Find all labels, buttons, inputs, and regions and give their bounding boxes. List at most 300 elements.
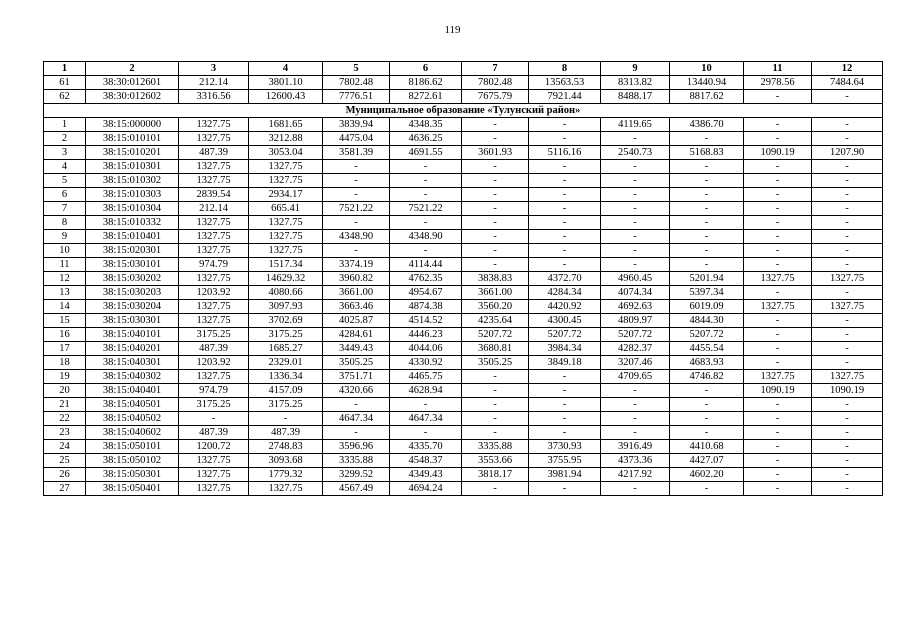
table-cell: 3175.25 [249, 398, 323, 412]
table-cell: - [529, 174, 601, 188]
table-cell: 38:15:020301 [86, 244, 179, 258]
table-cell: 4548.37 [390, 454, 462, 468]
table-cell: 12 [44, 272, 86, 286]
table-cell: - [744, 90, 812, 104]
table-cell: 2329.01 [249, 356, 323, 370]
table-cell: 1681.65 [249, 118, 323, 132]
table-cell: 3553.66 [462, 454, 529, 468]
table-cell: 3839.94 [323, 118, 390, 132]
table-cell: 3702.69 [249, 314, 323, 328]
table-cell: - [744, 356, 812, 370]
table-cell: 3960.82 [323, 272, 390, 286]
table-row [44, 440, 883, 454]
column-header: 7 [462, 62, 529, 76]
table-cell: - [744, 160, 812, 174]
table-cell: 4691.55 [390, 146, 462, 160]
table-cell: 3097.93 [249, 300, 323, 314]
table-cell: 26 [44, 468, 86, 482]
table-cell: 7802.48 [323, 76, 390, 90]
table-cell: 4446.23 [390, 328, 462, 342]
table-cell: 4300.45 [529, 314, 601, 328]
table-cell: - [812, 314, 883, 328]
table-cell: 3053.04 [249, 146, 323, 160]
table-cell: 1090.19 [812, 384, 883, 398]
table-cell: - [323, 160, 390, 174]
table-cell: 1327.75 [744, 300, 812, 314]
table-cell: - [812, 286, 883, 300]
table-cell: - [323, 216, 390, 230]
table-cell: - [323, 174, 390, 188]
table-cell: 3596.96 [323, 440, 390, 454]
table-cell: - [529, 216, 601, 230]
table-cell: 38:15:050301 [86, 468, 179, 482]
table-cell: - [744, 426, 812, 440]
table-cell: - [670, 216, 744, 230]
table-cell: 1327.75 [744, 370, 812, 384]
table-cell: - [462, 216, 529, 230]
table-cell: 1327.75 [249, 174, 323, 188]
table-cell: 1327.75 [179, 244, 249, 258]
table-cell: - [462, 370, 529, 384]
table-cell: - [323, 244, 390, 258]
table-cell: 27 [44, 482, 86, 496]
table-cell: 4514.52 [390, 314, 462, 328]
table-cell: 3212.88 [249, 132, 323, 146]
table-cell: 487.39 [179, 146, 249, 160]
table-cell: - [462, 482, 529, 496]
table-cell: - [249, 412, 323, 426]
table-cell: 38:15:040101 [86, 328, 179, 342]
table-cell: - [812, 454, 883, 468]
table-cell: - [529, 244, 601, 258]
table-row [44, 286, 883, 300]
table-cell: 4114.44 [390, 258, 462, 272]
table-cell: - [670, 412, 744, 426]
table-cell: 3449.43 [323, 342, 390, 356]
table-cell: - [744, 174, 812, 188]
table-cell: 4235.64 [462, 314, 529, 328]
table-cell: 38:15:040502 [86, 412, 179, 426]
table-cell: 2839.54 [179, 188, 249, 202]
column-header: 10 [670, 62, 744, 76]
table-cell: - [462, 384, 529, 398]
table-cell: 4373.36 [601, 454, 670, 468]
table-cell: - [462, 188, 529, 202]
table-cell: - [529, 398, 601, 412]
table-cell: - [812, 244, 883, 258]
table-cell: - [812, 174, 883, 188]
table-cell: 38:15:030204 [86, 300, 179, 314]
table-cell: 1327.75 [179, 132, 249, 146]
table-cell: 3663.46 [323, 300, 390, 314]
table-cell: - [670, 482, 744, 496]
table-cell: 1203.92 [179, 356, 249, 370]
table-cell: 4330.92 [390, 356, 462, 370]
table-cell: 4809.97 [601, 314, 670, 328]
table-cell: 4844.30 [670, 314, 744, 328]
table-cell: 7675.79 [462, 90, 529, 104]
column-header-row [44, 62, 883, 76]
table-cell: 18 [44, 356, 86, 370]
table-cell: 1327.75 [744, 272, 812, 286]
table-cell: 7521.22 [390, 202, 462, 216]
table-cell: 3207.46 [601, 356, 670, 370]
table-cell: 16 [44, 328, 86, 342]
table-cell: 487.39 [179, 426, 249, 440]
table-cell: 1327.75 [179, 482, 249, 496]
table-cell: 3175.25 [179, 398, 249, 412]
table-cell: 6019.09 [670, 300, 744, 314]
table-cell: 4410.68 [670, 440, 744, 454]
table-cell: - [529, 188, 601, 202]
table-cell: - [670, 244, 744, 258]
table-cell: - [601, 174, 670, 188]
table-cell: 4455.54 [670, 342, 744, 356]
table-cell: 8817.62 [670, 90, 744, 104]
table-cell: - [462, 202, 529, 216]
table-cell: - [744, 132, 812, 146]
table-cell: - [670, 132, 744, 146]
table-cell: - [390, 398, 462, 412]
table-cell: 1327.75 [179, 160, 249, 174]
table-cell: - [601, 188, 670, 202]
table-cell: 5201.94 [670, 272, 744, 286]
table-row [44, 174, 883, 188]
table-row [44, 454, 883, 468]
table-cell: 20 [44, 384, 86, 398]
table-cell: 3335.88 [323, 454, 390, 468]
table-row [44, 230, 883, 244]
table-cell: - [179, 412, 249, 426]
table-cell: 4044.06 [390, 342, 462, 356]
table-cell: 3560.20 [462, 300, 529, 314]
section-title: Муниципальное образование «Тулунский район» [44, 104, 883, 118]
table-cell: 38:30:012602 [86, 90, 179, 104]
table-cell: 974.79 [179, 258, 249, 272]
table-cell: 1327.75 [179, 468, 249, 482]
table-cell: 4427.07 [670, 454, 744, 468]
table-cell: 38:15:030203 [86, 286, 179, 300]
table-row [44, 216, 883, 230]
table-cell: - [812, 356, 883, 370]
table-cell: - [812, 160, 883, 174]
table-cell: - [812, 90, 883, 104]
table-cell: - [529, 132, 601, 146]
column-header: 4 [249, 62, 323, 76]
table-row [44, 300, 883, 314]
table-row [44, 118, 883, 132]
table-cell: 9 [44, 230, 86, 244]
table-cell: 4420.92 [529, 300, 601, 314]
table-cell: 38:15:040302 [86, 370, 179, 384]
column-header: 6 [390, 62, 462, 76]
table-cell: - [744, 454, 812, 468]
table-cell: 3299.52 [323, 468, 390, 482]
table-cell: 4874.38 [390, 300, 462, 314]
table-cell: 1517.34 [249, 258, 323, 272]
table-cell: - [812, 328, 883, 342]
table-cell: - [744, 440, 812, 454]
table-cell: 3335.88 [462, 440, 529, 454]
table-row [44, 468, 883, 482]
table-cell: 1327.75 [179, 174, 249, 188]
table-cell: - [462, 412, 529, 426]
table-cell: 3984.34 [529, 342, 601, 356]
table-cell: 13440.94 [670, 76, 744, 90]
table-cell: 4349.43 [390, 468, 462, 482]
table-cell: - [601, 132, 670, 146]
table-cell: - [812, 412, 883, 426]
table-cell: - [390, 160, 462, 174]
table-cell: - [462, 118, 529, 132]
table-cell: 4282.37 [601, 342, 670, 356]
table-cell: 1327.75 [179, 454, 249, 468]
table-cell: 38:15:030301 [86, 314, 179, 328]
table-cell: 38:15:050101 [86, 440, 179, 454]
table-cell: 4709.65 [601, 370, 670, 384]
table-cell: 38:15:040501 [86, 398, 179, 412]
table-cell: 4386.70 [670, 118, 744, 132]
page-number: 119 [444, 24, 461, 36]
table-cell: 8488.17 [601, 90, 670, 104]
table-cell: 38:15:010303 [86, 188, 179, 202]
table-cell: 5207.72 [529, 328, 601, 342]
table-cell: - [601, 230, 670, 244]
table-cell: - [744, 244, 812, 258]
table-cell: - [670, 188, 744, 202]
table-cell: 38:15:030202 [86, 272, 179, 286]
table-cell: 22 [44, 412, 86, 426]
table-cell: 4025.87 [323, 314, 390, 328]
table-cell: - [670, 258, 744, 272]
table-row [44, 314, 883, 328]
section-row [44, 104, 883, 118]
table-row [44, 244, 883, 258]
table-cell: 1327.75 [249, 482, 323, 496]
table-cell: 3505.25 [323, 356, 390, 370]
table-cell: 3374.19 [323, 258, 390, 272]
table-cell: 17 [44, 342, 86, 356]
table-cell: 38:15:010101 [86, 132, 179, 146]
table-cell: - [812, 118, 883, 132]
table-cell: 1090.19 [744, 146, 812, 160]
table-cell: - [812, 482, 883, 496]
table-cell: - [744, 342, 812, 356]
table-cell: 4284.61 [323, 328, 390, 342]
table-cell: 4335.70 [390, 440, 462, 454]
table-cell: - [812, 468, 883, 482]
table-cell: 1203.92 [179, 286, 249, 300]
table-cell: 4348.35 [390, 118, 462, 132]
table-row [44, 412, 883, 426]
table-row [44, 160, 883, 174]
table-cell: 1 [44, 118, 86, 132]
column-header: 1 [44, 62, 86, 76]
table-cell: 7921.44 [529, 90, 601, 104]
table-cell: - [670, 174, 744, 188]
table-cell: 5168.83 [670, 146, 744, 160]
table-cell: 24 [44, 440, 86, 454]
table-cell: 1327.75 [179, 230, 249, 244]
table-cell: - [744, 412, 812, 426]
table-cell: - [744, 286, 812, 300]
table-cell: 1207.90 [812, 146, 883, 160]
table-cell: 1200.72 [179, 440, 249, 454]
table-cell: 212.14 [179, 76, 249, 90]
table-cell: 3601.93 [462, 146, 529, 160]
table-cell: - [462, 160, 529, 174]
table-cell: - [323, 426, 390, 440]
table-cell: - [601, 258, 670, 272]
table-cell: - [744, 188, 812, 202]
table-cell: - [744, 202, 812, 216]
table-cell: 3661.00 [323, 286, 390, 300]
table-cell: 3316.56 [179, 90, 249, 104]
table-cell: 5116.16 [529, 146, 601, 160]
table-cell: - [529, 426, 601, 440]
table-cell: - [529, 160, 601, 174]
table-cell: - [812, 216, 883, 230]
table-cell: - [390, 244, 462, 258]
table-row [44, 258, 883, 272]
table-cell: 38:15:040201 [86, 342, 179, 356]
table-cell: 6 [44, 188, 86, 202]
table-cell: 19 [44, 370, 86, 384]
table-cell: - [529, 384, 601, 398]
table-cell: - [390, 426, 462, 440]
table-cell: 4 [44, 160, 86, 174]
table-cell: 15 [44, 314, 86, 328]
table-row [44, 398, 883, 412]
table-cell: 1327.75 [179, 314, 249, 328]
table-cell: 4348.90 [390, 230, 462, 244]
table-cell: 61 [44, 76, 86, 90]
column-header: 2 [86, 62, 179, 76]
table-cell: - [323, 188, 390, 202]
table-row [44, 90, 883, 104]
table-cell: - [390, 216, 462, 230]
table-cell: 212.14 [179, 202, 249, 216]
table-cell: - [601, 216, 670, 230]
table-cell: 4475.04 [323, 132, 390, 146]
table-cell: 11 [44, 258, 86, 272]
table-cell: 25 [44, 454, 86, 468]
table-cell: 3849.18 [529, 356, 601, 370]
table-cell: 38:15:040301 [86, 356, 179, 370]
column-header: 12 [812, 62, 883, 76]
table-cell: 4284.34 [529, 286, 601, 300]
table-cell: 1327.75 [179, 300, 249, 314]
table-row [44, 188, 883, 202]
table-cell: - [670, 202, 744, 216]
table-cell: - [323, 398, 390, 412]
table-cell: - [462, 398, 529, 412]
table-cell: - [601, 426, 670, 440]
table-cell: - [670, 160, 744, 174]
table-cell: 3661.00 [462, 286, 529, 300]
table-body [44, 76, 883, 496]
column-header: 3 [179, 62, 249, 76]
table-cell: 4157.09 [249, 384, 323, 398]
table-cell: 5 [44, 174, 86, 188]
table-cell: 3581.39 [323, 146, 390, 160]
table-cell: 1327.75 [812, 272, 883, 286]
table-cell: 8186.62 [390, 76, 462, 90]
table-cell: - [462, 426, 529, 440]
table-cell: 4628.94 [390, 384, 462, 398]
table-cell: 21 [44, 398, 86, 412]
table-cell: 12600.43 [249, 90, 323, 104]
table-cell: - [744, 314, 812, 328]
table-cell: - [462, 230, 529, 244]
table-row [44, 272, 883, 286]
table-cell: 4960.45 [601, 272, 670, 286]
table-cell: 38:15:010401 [86, 230, 179, 244]
table-cell: 3175.25 [179, 328, 249, 342]
table-cell: 665.41 [249, 202, 323, 216]
table-cell: 7802.48 [462, 76, 529, 90]
table-cell: 1327.75 [179, 216, 249, 230]
table-cell: 4080.66 [249, 286, 323, 300]
table-cell: - [744, 468, 812, 482]
table-cell: - [812, 440, 883, 454]
table-cell: 2540.73 [601, 146, 670, 160]
table-cell: - [529, 230, 601, 244]
table-cell: 38:15:010201 [86, 146, 179, 160]
table-cell: 487.39 [179, 342, 249, 356]
table-cell: 4602.20 [670, 468, 744, 482]
table-cell: 3505.25 [462, 356, 529, 370]
table-cell: 7 [44, 202, 86, 216]
table-cell: - [390, 174, 462, 188]
table-cell: - [744, 118, 812, 132]
table-cell: - [812, 230, 883, 244]
table-cell: 3680.81 [462, 342, 529, 356]
table-row [44, 482, 883, 496]
table-cell: - [601, 398, 670, 412]
table-cell: 13563.53 [529, 76, 601, 90]
table-cell: 3755.95 [529, 454, 601, 468]
table-cell: 8313.82 [601, 76, 670, 90]
table-cell: - [462, 244, 529, 258]
table-cell: 7776.51 [323, 90, 390, 104]
table-cell: 1327.75 [812, 300, 883, 314]
column-header: 11 [744, 62, 812, 76]
cadastral-value-table [43, 61, 883, 496]
table-cell: 38:15:010302 [86, 174, 179, 188]
table-cell: 38:15:010304 [86, 202, 179, 216]
table-cell: 62 [44, 90, 86, 104]
table-cell: 4567.49 [323, 482, 390, 496]
table-cell: 3916.49 [601, 440, 670, 454]
table-cell: 1685.27 [249, 342, 323, 356]
table-cell: - [812, 398, 883, 412]
table-cell: 4647.34 [323, 412, 390, 426]
table-cell: 4348.90 [323, 230, 390, 244]
table-cell: 4372.70 [529, 272, 601, 286]
table-cell: 1327.75 [812, 370, 883, 384]
table-cell: - [744, 328, 812, 342]
table-cell: 5397.34 [670, 286, 744, 300]
table-cell: - [601, 482, 670, 496]
table-cell: 1327.75 [249, 230, 323, 244]
table-cell: - [812, 188, 883, 202]
table-cell: - [462, 174, 529, 188]
column-header: 5 [323, 62, 390, 76]
table-cell: - [812, 426, 883, 440]
table-row [44, 76, 883, 90]
table-cell: 38:15:000000 [86, 118, 179, 132]
